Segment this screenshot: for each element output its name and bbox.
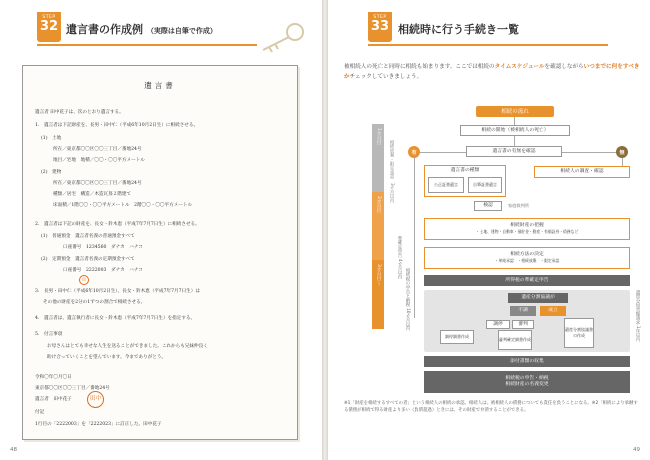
no-marker: 無 — [616, 146, 628, 158]
will-public: 公正証書遺言 — [428, 177, 464, 193]
flow-header: 相続の流れ — [476, 106, 554, 117]
deadline-income-tax: 準確定申告 4カ月以内 — [397, 236, 402, 279]
correction-seal: 印 — [79, 275, 89, 285]
month-2-segment: 2カ月目 — [372, 192, 384, 260]
step-label: STEP — [373, 15, 387, 20]
will-line: 2. 遺言者は下記の財産を、長女・鈴木恵（平成7年7月7日生）に相続させる。 — [35, 222, 200, 227]
court-label: 家庭裁判所 — [508, 203, 529, 208]
step-number: 32 — [39, 19, 59, 34]
flow-split-agreement: 遺産分割協議が — [508, 293, 568, 303]
footnote: ※1「財産を相続するすべての者」という相続人の相続の承認。相続人は、被相続人の債務についても責任を負うことになる。※2「相続により承継する債務が相続で得る財産より多い（負債超過）ときには、その財産で弁済することができる。 — [344, 401, 638, 413]
will-line: 付記 — [35, 410, 45, 415]
flow-trial: 審判 — [512, 320, 534, 329]
flow-decision: 相続方法の決定 ・単純承認 ・相続放棄 ・限定承認 — [424, 247, 630, 269]
step-badge — [368, 12, 392, 42]
title-text: 遺言書の作成例 — [66, 23, 143, 36]
will-line: 遺言者 田中花子は、次のとおり遺言する。 — [35, 110, 124, 115]
will-line: 4. 遺言者は、遺言執行者に長女・鈴木恵（平成7年7月7日生）を指定する。 — [35, 316, 196, 321]
will-line: 口座番号 1234560 ダナカ ハナコ — [63, 245, 143, 250]
title-underline — [37, 44, 257, 46]
will-types-panel: 遺言書の種類 — [424, 165, 506, 197]
flow-verification: 検認 — [474, 201, 502, 211]
key-icon — [257, 20, 307, 54]
flow-attach-docs: 添付書類の収集 — [424, 356, 630, 367]
will-line: 遺言者 田中花子 — [35, 397, 72, 402]
will-line: (1) 土地 — [41, 136, 62, 141]
flow-tax-return: 相続税の申告・納税 相続財産の名義変更 — [424, 371, 630, 393]
flow-start: 相続の開始（被相続人の死亡） — [460, 125, 570, 136]
title-subtitle: （実際は自筆で作成） — [146, 27, 217, 35]
will-private: 自筆証書遺言 — [468, 177, 502, 193]
month-timeline — [372, 124, 384, 329]
step-badge — [37, 12, 61, 42]
deadline-renunciation: 相続放棄・限定承認 3カ月以内 — [389, 140, 394, 203]
will-line: (2) 定期預金 遺言者名義の定期預金すべて — [41, 257, 135, 262]
yes-marker: 有 — [408, 146, 420, 158]
flow-will-check: 遺言書の有無を確認 — [466, 146, 562, 157]
flow-assets-survey: 相続財産の把握 ・土地、建物・自動車・預貯金・動産・有価証券・債務など — [424, 218, 630, 240]
will-line: 所在／東京都〇〇区〇〇三丁目／番地24号 — [53, 147, 142, 152]
page-title: 相続時に行う手続き一覧 — [398, 23, 519, 36]
will-line: 口座番号 2222003 ダナカ ハナコ — [63, 268, 143, 273]
will-line: お母さんはとても幸せな人生を送ることができました。これからも兄妹仲良く — [47, 344, 208, 349]
will-line: 1. 遺言者は下記財産を、長男・田中仁（平成6年10月2日生）に相続させる。 — [35, 123, 199, 128]
flow-fail: 不調 — [510, 306, 536, 316]
step-label: STEP — [42, 15, 56, 20]
will-line: (1) 普通預金 遺言者名義の普通預金すべて — [41, 234, 135, 239]
step-number: 33 — [370, 19, 390, 34]
will-line: 床面積／1階〇〇・〇〇平方メートル 2階〇〇・〇〇平方メートル — [53, 203, 193, 208]
flow-mediation-draft: 調停調書作成 — [440, 330, 474, 344]
right-page — [328, 0, 650, 460]
will-line: 1行目の「2222003」を「2222023」に訂正した。田中花子 — [35, 422, 162, 427]
intro-text: 被相続人の死亡と同時に相続も始まります。ここでは相続のタイムスケジュールを確認しながらいつまでに何をすべきかチェックしていきましょう。 — [344, 64, 640, 80]
flow-heir-check: 相続人の調査・確認 — [534, 166, 630, 178]
will-line: その他の財産を2分の1ずつの割合で相続させる。 — [43, 300, 146, 305]
left-page — [0, 0, 322, 460]
title-underline — [368, 44, 608, 46]
will-line: (2) 建物 — [41, 170, 62, 175]
month-1-segment: 1カ月目 — [372, 124, 384, 192]
flow-agreement-doc: 遺産分割協議書の作成 — [564, 318, 594, 348]
will-line: 所在／東京都〇〇区〇〇三丁目／番地24号 — [53, 181, 142, 186]
will-title: 遺言書 — [144, 81, 176, 90]
flow-income-tax: 所得税の準確定申告 — [424, 275, 630, 286]
will-line: 令和〇年〇月〇日 — [35, 375, 72, 380]
page-number: 49 — [633, 447, 640, 453]
will-line: 3. 長男・田中仁（平成6年10月2日生）、長女・鈴木恵（平成7年7月7日生）は — [35, 289, 200, 294]
will-line: 助け合っていくことを望んでいます。今までありがとう。 — [47, 355, 167, 360]
name-seal: 田中 — [87, 391, 104, 408]
will-line: 地目／宅地 地積／〇〇・〇〇平方メートル — [53, 158, 145, 163]
flow-success: 成立 — [540, 306, 566, 316]
flow-court-doc: 審判確定調書作成 — [498, 330, 532, 350]
will-line: 東京都〇〇区〇〇三丁目／番地24号 — [35, 386, 110, 391]
will-line: 5. 付言事項 — [35, 332, 63, 337]
flow-mediation: 調停 — [486, 320, 510, 329]
deadline-reserved-portion: 遺留分侵害額請求 1年以内 — [635, 290, 640, 342]
month-3-segment: 3カ月目〜 — [372, 260, 384, 329]
page-number: 48 — [10, 447, 17, 453]
will-document — [22, 65, 298, 440]
page-title — [66, 21, 217, 37]
will-line: 種類／居宅 構造／木造瓦葺２階建て — [53, 192, 132, 197]
deadline-inheritance-tax: 相続税の申告と納税 10カ月以内 — [405, 268, 410, 331]
